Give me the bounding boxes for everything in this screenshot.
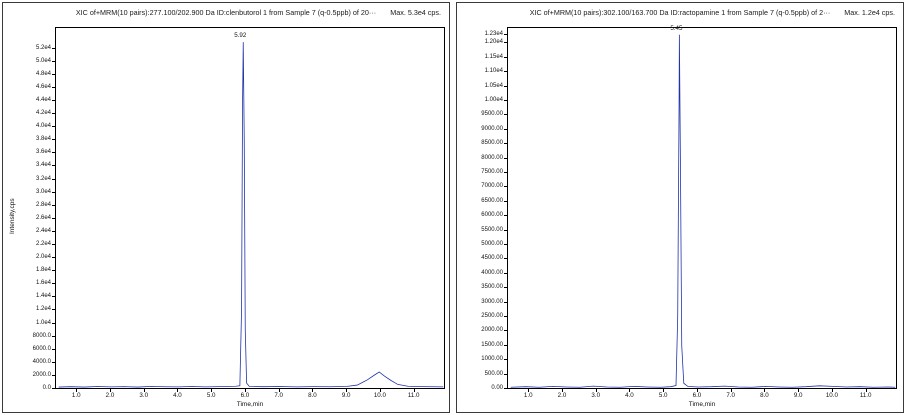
- y-tick-mark: [504, 258, 507, 259]
- y-tick-label: 2500.00: [481, 313, 503, 319]
- x-tick-label: 6.0: [240, 392, 250, 399]
- y-tick-mark: [504, 100, 507, 101]
- y-tick-mark: [52, 165, 55, 166]
- y-tick-label: 4.2e4: [35, 110, 51, 117]
- y-tick-mark: [52, 270, 55, 271]
- x-tick-label: 6.0: [692, 392, 702, 399]
- y-tick-label: 2.6e4: [35, 214, 51, 221]
- x-tick-label: 9.0: [793, 392, 803, 399]
- y-tick-mark: [52, 375, 55, 376]
- y-tick-mark: [52, 336, 55, 337]
- y-tick-mark: [52, 349, 55, 350]
- y-tick-mark: [504, 34, 507, 35]
- y-tick-mark: [504, 114, 507, 115]
- y-tick-label: 8000.0: [32, 332, 51, 339]
- panel-max-label-right: Max. 1.2e4 cps.: [844, 8, 895, 17]
- y-tick-label: 1.00e4: [484, 97, 503, 103]
- x-tick-mark: [144, 389, 145, 392]
- y-tick-mark: [504, 158, 507, 159]
- x-tick-label: 1.0: [71, 392, 81, 399]
- y-tick-label: 0.00: [491, 385, 503, 391]
- y-tick-mark: [52, 74, 55, 75]
- y-tick-label: 4000.0: [32, 358, 51, 365]
- x-tick-mark: [798, 389, 799, 392]
- x-tick-mark: [211, 389, 212, 392]
- x-tick-mark: [177, 389, 178, 392]
- x-tick-label: 10.0: [825, 392, 838, 399]
- y-tick-mark: [52, 113, 55, 114]
- x-tick-mark: [731, 389, 732, 392]
- y-tick-label: 7500.00: [481, 169, 503, 175]
- y-tick-label: 9000.00: [481, 125, 503, 132]
- x-tick-mark: [110, 389, 111, 392]
- y-tick-mark: [504, 359, 507, 360]
- y-tick-label: 1.0e4: [35, 319, 51, 326]
- y-tick-mark: [504, 172, 507, 173]
- y-tick-label: 1000.00: [481, 356, 503, 363]
- y-tick-label: 6000.0: [32, 345, 51, 352]
- x-tick-mark: [312, 389, 313, 392]
- y-tick-mark: [504, 302, 507, 303]
- x-tick-mark: [596, 389, 597, 392]
- y-tick-label: 1.20e4: [484, 39, 503, 46]
- x-tick-label: 9.0: [341, 392, 351, 399]
- y-tick-label: 6000.00: [481, 212, 503, 219]
- y-tick-mark: [504, 230, 507, 231]
- plot-area-right: [507, 24, 897, 389]
- y-tick-label: 3.2e4: [35, 175, 51, 182]
- peak-label: 5.45: [670, 24, 683, 32]
- y-tick-mark: [504, 273, 507, 274]
- y-tick-label: 8500.00: [481, 140, 503, 147]
- y-tick-label: 4.4e4: [35, 97, 51, 103]
- y-tick-label: 2.0e4: [35, 254, 51, 261]
- plot-area-left: [55, 27, 445, 389]
- y-tick-mark: [52, 323, 55, 324]
- x-tick-label: 3.0: [591, 392, 601, 399]
- x-tick-mark: [697, 389, 698, 392]
- peak-label: 5.92: [234, 32, 247, 40]
- panel-max-label-left: Max. 5.3e4 cps.: [390, 8, 441, 17]
- y-tick-mark: [52, 218, 55, 219]
- x-tick-label: 11.0: [407, 392, 420, 399]
- y-tick-label: 3.0e4: [35, 188, 51, 195]
- y-tick-label: 5000.00: [481, 241, 503, 247]
- x-tick-mark: [764, 389, 765, 392]
- y-tick-mark: [52, 388, 55, 389]
- y-tick-mark: [52, 139, 55, 140]
- y-tick-mark: [52, 192, 55, 193]
- y-tick-label: 1500.00: [481, 341, 503, 348]
- y-tick-label: 2000.0: [32, 371, 51, 378]
- y-tick-label: 3.8e4: [35, 136, 51, 143]
- x-tick-mark: [279, 389, 280, 392]
- y-tick-label: 1.8e4: [35, 267, 51, 274]
- y-tick-mark: [504, 201, 507, 202]
- x-tick-label: 3.0: [139, 392, 149, 399]
- y-tick-label: 2.2e4: [35, 241, 51, 247]
- x-tick-mark: [245, 389, 246, 392]
- x-tick-mark: [832, 389, 833, 392]
- y-tick-label: 9500.00: [481, 111, 503, 118]
- y-tick-mark: [52, 309, 55, 310]
- y-tick-mark: [52, 362, 55, 363]
- x-tick-label: 5.0: [206, 392, 216, 399]
- panel-header-left: [3, 6, 449, 20]
- y-tick-label: 1.4e4: [35, 293, 51, 300]
- y-tick-label: 4500.00: [481, 255, 503, 262]
- y-tick-mark: [504, 129, 507, 130]
- xic-trace-left: [56, 28, 446, 390]
- y-tick-label: 2000.00: [481, 327, 503, 334]
- y-tick-mark: [504, 388, 507, 389]
- y-tick-mark: [52, 152, 55, 153]
- y-axis-label-left: Intensity,cps: [9, 198, 16, 234]
- y-tick-mark: [504, 244, 507, 245]
- x-tick-mark: [380, 389, 381, 392]
- y-tick-mark: [504, 316, 507, 317]
- y-tick-mark: [52, 48, 55, 49]
- y-tick-mark: [504, 374, 507, 375]
- y-tick-mark: [52, 257, 55, 258]
- x-tick-mark: [663, 389, 664, 392]
- y-tick-label: 4.6e4: [35, 83, 51, 90]
- y-tick-label: 4.0e4: [35, 123, 51, 130]
- y-tick-mark: [504, 330, 507, 331]
- x-tick-label: 8.0: [308, 392, 317, 399]
- y-tick-label: 1.23e4: [484, 30, 503, 37]
- x-tick-label: 4.0: [173, 392, 182, 399]
- x-tick-mark: [629, 389, 630, 392]
- x-tick-label: 7.0: [726, 392, 735, 399]
- y-tick-mark: [52, 126, 55, 127]
- y-tick-label: 1.2e4: [35, 306, 51, 313]
- x-tick-label: 7.0: [274, 392, 283, 399]
- x-tick-mark: [346, 389, 347, 392]
- y-tick-label: 3000.00: [481, 298, 503, 305]
- y-tick-label: 8000.00: [481, 154, 503, 161]
- y-tick-label: 5500.00: [481, 226, 503, 233]
- y-tick-mark: [52, 87, 55, 88]
- panel-header-right: [457, 6, 903, 20]
- y-tick-mark: [504, 215, 507, 216]
- x-tick-label: 2.0: [557, 392, 567, 399]
- y-tick-mark: [504, 42, 507, 43]
- y-tick-label: 5.0e4: [35, 57, 51, 64]
- y-tick-label: 2.8e4: [35, 201, 51, 208]
- x-tick-mark: [866, 389, 867, 392]
- x-tick-label: 1.0: [523, 392, 533, 399]
- y-tick-mark: [52, 205, 55, 206]
- y-tick-mark: [52, 283, 55, 284]
- y-tick-label: 2.4e4: [35, 227, 51, 234]
- y-tick-mark: [52, 61, 55, 62]
- y-tick-label: 500.00: [484, 370, 503, 377]
- panel-title-left: XIC of+MRM(10 pairs):277.100/202.900 Da ID:clenbutorol 1 from Sample 7 (q-0.5ppb) of 20···: [75, 8, 377, 17]
- y-tick-label: 7000.00: [481, 183, 503, 190]
- y-tick-label: 3.6e4: [35, 149, 51, 156]
- x-tick-mark: [562, 389, 563, 392]
- y-tick-mark: [504, 86, 507, 87]
- x-tick-label: 2.0: [105, 392, 115, 399]
- y-tick-label: 4.8e4: [35, 70, 51, 77]
- y-tick-label: 5.2e4: [35, 44, 51, 51]
- x-axis-label-left: Time,min: [236, 401, 264, 408]
- x-tick-mark: [414, 389, 415, 392]
- y-tick-label: 1.15e4: [484, 53, 503, 60]
- y-tick-label: 3500.00: [481, 284, 503, 291]
- x-tick-label: 11.0: [859, 392, 872, 399]
- y-tick-mark: [504, 71, 507, 72]
- xic-trace-right: [508, 28, 898, 390]
- y-tick-mark: [52, 179, 55, 180]
- chart-panel-clenbuterol: [2, 2, 450, 413]
- x-axis-label-right: Time,min: [688, 401, 716, 408]
- y-tick-label: 1.10e4: [484, 68, 503, 75]
- y-tick-mark: [52, 244, 55, 245]
- y-tick-label: 3.4e4: [35, 162, 51, 169]
- x-tick-label: 4.0: [625, 392, 634, 399]
- y-tick-mark: [504, 57, 507, 58]
- y-tick-label: 1.6e4: [35, 280, 51, 287]
- y-tick-mark: [504, 143, 507, 144]
- x-tick-label: 10.0: [373, 392, 386, 399]
- y-tick-mark: [52, 231, 55, 232]
- y-tick-label: 4000.00: [481, 269, 503, 276]
- y-tick-mark: [52, 100, 55, 101]
- y-tick-mark: [52, 296, 55, 297]
- x-tick-mark: [76, 389, 77, 392]
- x-tick-label: 8.0: [760, 392, 769, 399]
- y-tick-label: 0.0: [42, 385, 51, 391]
- x-tick-mark: [528, 389, 529, 392]
- y-tick-label: 6500.00: [481, 197, 503, 204]
- y-tick-label: 1.05e4: [484, 82, 503, 89]
- y-tick-mark: [504, 186, 507, 187]
- y-tick-mark: [504, 345, 507, 346]
- chart-panel-ractopamine: [456, 2, 904, 413]
- panel-title-right: XIC of+MRM(10 pairs):302.100/163.700 Da ID:ractopamine 1 from Sample 7 (q-0.5ppb) of 2···: [529, 8, 831, 17]
- x-tick-label: 5.0: [658, 392, 668, 399]
- y-tick-mark: [504, 287, 507, 288]
